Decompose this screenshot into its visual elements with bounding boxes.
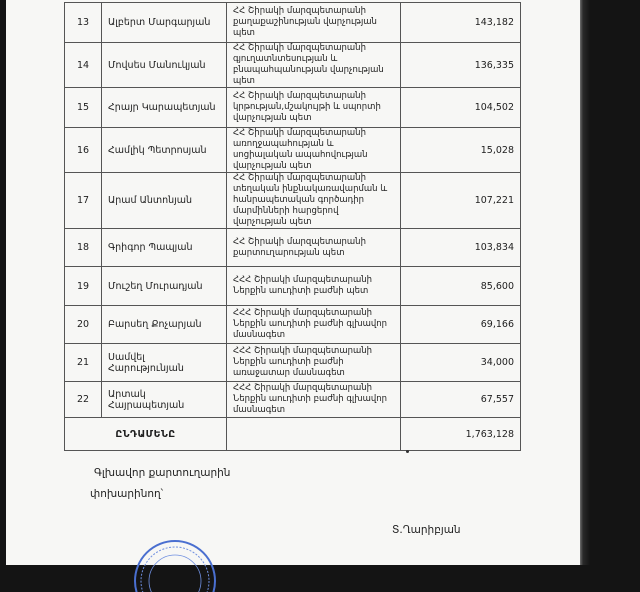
employee-name: Սամվել Հարությունյան	[102, 344, 227, 382]
row-number: 20	[65, 306, 102, 344]
employee-name: Արամ Անտոնյան	[102, 173, 227, 229]
employee-position: ՀՀ Շիրակի մարզպետարանի քաղաքաշինության վարչության պետ	[227, 3, 401, 43]
amount: 85,600	[401, 267, 521, 306]
amount: 67,557	[401, 382, 521, 418]
row-number: 17	[65, 173, 102, 229]
employee-position: ՀՀՀ Շիրակի մարզպետարանի Ներքին աուդիտի բաժնի գլխավոր մասնագետ	[227, 382, 401, 418]
table-row	[65, 267, 521, 306]
salary-table	[64, 2, 521, 451]
total-row	[65, 418, 521, 451]
stamp-seal	[130, 536, 220, 592]
amount: 104,502	[401, 88, 521, 128]
viewer-background	[580, 0, 640, 565]
amount: 34,000	[401, 344, 521, 382]
employee-name: Մուշեղ Մուրադյան	[102, 267, 227, 306]
amount: 107,221	[401, 173, 521, 229]
row-number: 14	[65, 43, 102, 88]
scan-speck	[406, 450, 409, 453]
employee-position: ՀՀ Շիրակի մարզպետարանի առողջապահության և սոցիալական ապահովության վարչության պետ	[227, 128, 401, 173]
amount: 15,028	[401, 128, 521, 173]
employee-position: ՀՀՀ Շիրակի մարզպետարանի Ներքին աուդիտի բաժնի առաջատար մասնագետ	[227, 344, 401, 382]
employee-name: Հրայր Կարապետյան	[102, 88, 227, 128]
total-amount: 1,763,128	[401, 418, 521, 451]
employee-name: Բարսեղ Քոչարյան	[102, 306, 227, 344]
amount: 69,166	[401, 306, 521, 344]
row-number: 16	[65, 128, 102, 173]
employee-position: ՀՀՀ Շիրակի մարզպետարանի Ներքին աուդիտի բաժնի պետ	[227, 267, 401, 306]
total-label: ԸՆԴԱՄԵՆԸ	[65, 418, 227, 451]
signatory-name: Տ.Ղարիբյան	[392, 524, 461, 536]
row-number: 21	[65, 344, 102, 382]
table-row	[65, 128, 521, 173]
table-row	[65, 3, 521, 43]
employee-name: Գրիգոր Պապյան	[102, 229, 227, 267]
employee-name: Մովսես Մանուկյան	[102, 43, 227, 88]
row-number: 18	[65, 229, 102, 267]
row-number: 22	[65, 382, 102, 418]
signatory-title-line2: փոխարինող՝	[90, 488, 164, 500]
amount: 136,335	[401, 43, 521, 88]
total-empty-cell	[227, 418, 401, 451]
table-row	[65, 229, 521, 267]
amount: 143,182	[401, 3, 521, 43]
employee-position: ՀՀ Շիրակի մարզպետարանի քարտուղարության պետ	[227, 229, 401, 267]
row-number: 13	[65, 3, 102, 43]
table-row	[65, 173, 521, 229]
amount: 103,834	[401, 229, 521, 267]
row-number: 15	[65, 88, 102, 128]
table-row	[65, 344, 521, 382]
employee-position: ՀՀ Շիրակի մարզպետարանի տեղական ինքնակառավարման և հանրապետական գործադիր մարմինների հարցերով վարչության պետ	[227, 173, 401, 229]
employee-name: Համլիկ Պետրոսյան	[102, 128, 227, 173]
table-row	[65, 88, 521, 128]
employee-position: ՀՀ Շիրակի մարզպետարանի կրթության,մշակույթի և սպորտի վարչության պետ	[227, 88, 401, 128]
employee-position: ՀՀ Շիրակի մարզպետարանի գյուղատնտեսության և բնապահպանության վարչության պետ	[227, 43, 401, 88]
employee-name: Արտակ Հայրապետյան	[102, 382, 227, 418]
table-row	[65, 43, 521, 88]
table-row	[65, 382, 521, 418]
employee-position: ՀՀՀ Շիրակի մարզպետարանի Ներքին աուդիտի բաժնի գլխավոր մասնագետ	[227, 306, 401, 344]
employee-name: Ալբերտ Մարգարյան	[102, 3, 227, 43]
table-row	[65, 306, 521, 344]
signatory-title-line1: Գլխավոր քարտուղարին	[94, 467, 231, 479]
row-number: 19	[65, 267, 102, 306]
